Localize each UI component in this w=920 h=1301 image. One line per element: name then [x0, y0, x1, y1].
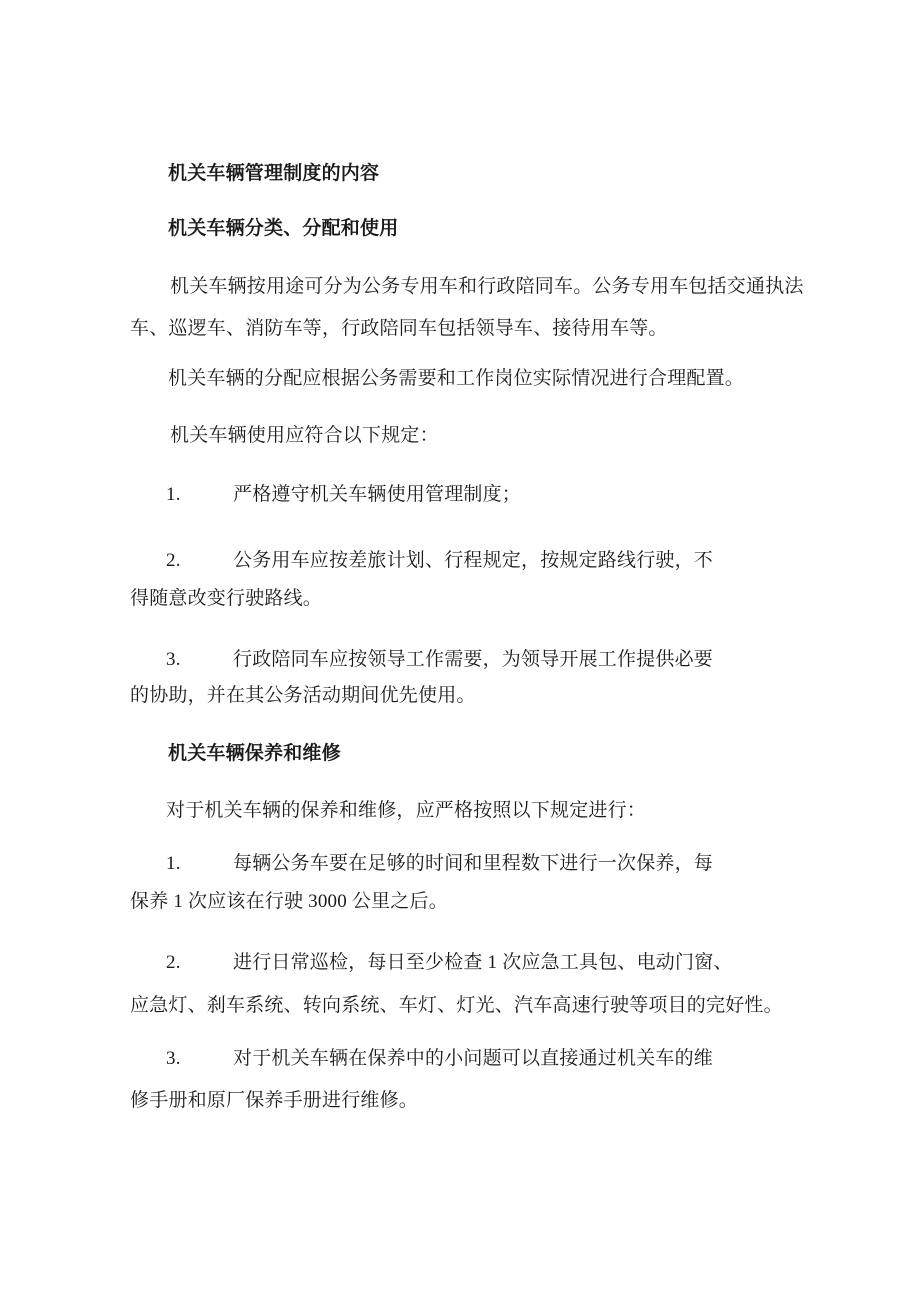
section-heading-classification: 机关车辆分类、分配和使用	[168, 218, 399, 239]
list-item-continuation: 的协助，并在其公务活动期间优先使用。	[130, 685, 476, 706]
paragraph-line: 对于机关车辆的保养和维修，应严格按照以下规定进行：	[166, 800, 647, 821]
list-item-number: 2.	[166, 550, 181, 571]
paragraph-line: 机关车辆按用途可分为公务专用车和行政陪同车。公务专用车包括交通执法	[170, 276, 804, 297]
list-item-maintenance-2	[166, 951, 733, 975]
paragraph-line: 车、巡逻车、消防车等，行政陪同车包括领导车、接待用车等。	[130, 318, 668, 339]
list-item-continuation: 修手册和原厂保养手册进行维修。	[130, 1090, 419, 1111]
list-item-text: 严格遵守机关车辆使用管理制度；	[233, 484, 522, 505]
list-item-number: 3.	[166, 1048, 181, 1069]
list-item-text: 每辆公务车要在足够的时间和里程数下进行一次保养，每	[233, 853, 714, 874]
list-item-continuation: 应急灯、刹车系统、转向系统、车灯、灯光、汽车高速行驶等项目的完好性。	[130, 995, 783, 1016]
list-item-usage-1	[166, 483, 521, 507]
list-item-usage-3	[166, 648, 713, 672]
list-item-text: 行政陪同车应按领导工作需要，为领导开展工作提供必要	[233, 649, 714, 670]
list-item-text: 进行日常巡检，每日至少检查 1 次应急工具包、电动门窗、	[233, 952, 733, 973]
paragraph-line: 机关车辆使用应符合以下规定：	[170, 425, 439, 446]
list-item-continuation: 得随意改变行驶路线。	[130, 588, 323, 609]
doc-main-heading: 机关车辆管理制度的内容	[168, 163, 380, 184]
list-item-number: 1.	[166, 484, 181, 505]
list-item-maintenance-1	[166, 852, 713, 876]
list-item-number: 3.	[166, 649, 181, 670]
section-heading-maintenance: 机关车辆保养和维修	[168, 743, 341, 764]
list-item-usage-2	[166, 549, 713, 573]
paragraph-line: 机关车辆的分配应根据公务需要和工作岗位实际情况进行合理配置。	[168, 368, 745, 389]
list-item-number: 1.	[166, 853, 181, 874]
list-item-text: 公务用车应按差旅计划、行程规定，按规定路线行驶，不	[233, 550, 714, 571]
list-item-text: 对于机关车辆在保养中的小问题可以直接通过机关车的维	[233, 1048, 714, 1069]
list-item-continuation: 保养 1 次应该在行驶 3000 公里之后。	[130, 891, 448, 912]
list-item-number: 2.	[166, 952, 181, 973]
list-item-maintenance-3	[166, 1047, 713, 1071]
